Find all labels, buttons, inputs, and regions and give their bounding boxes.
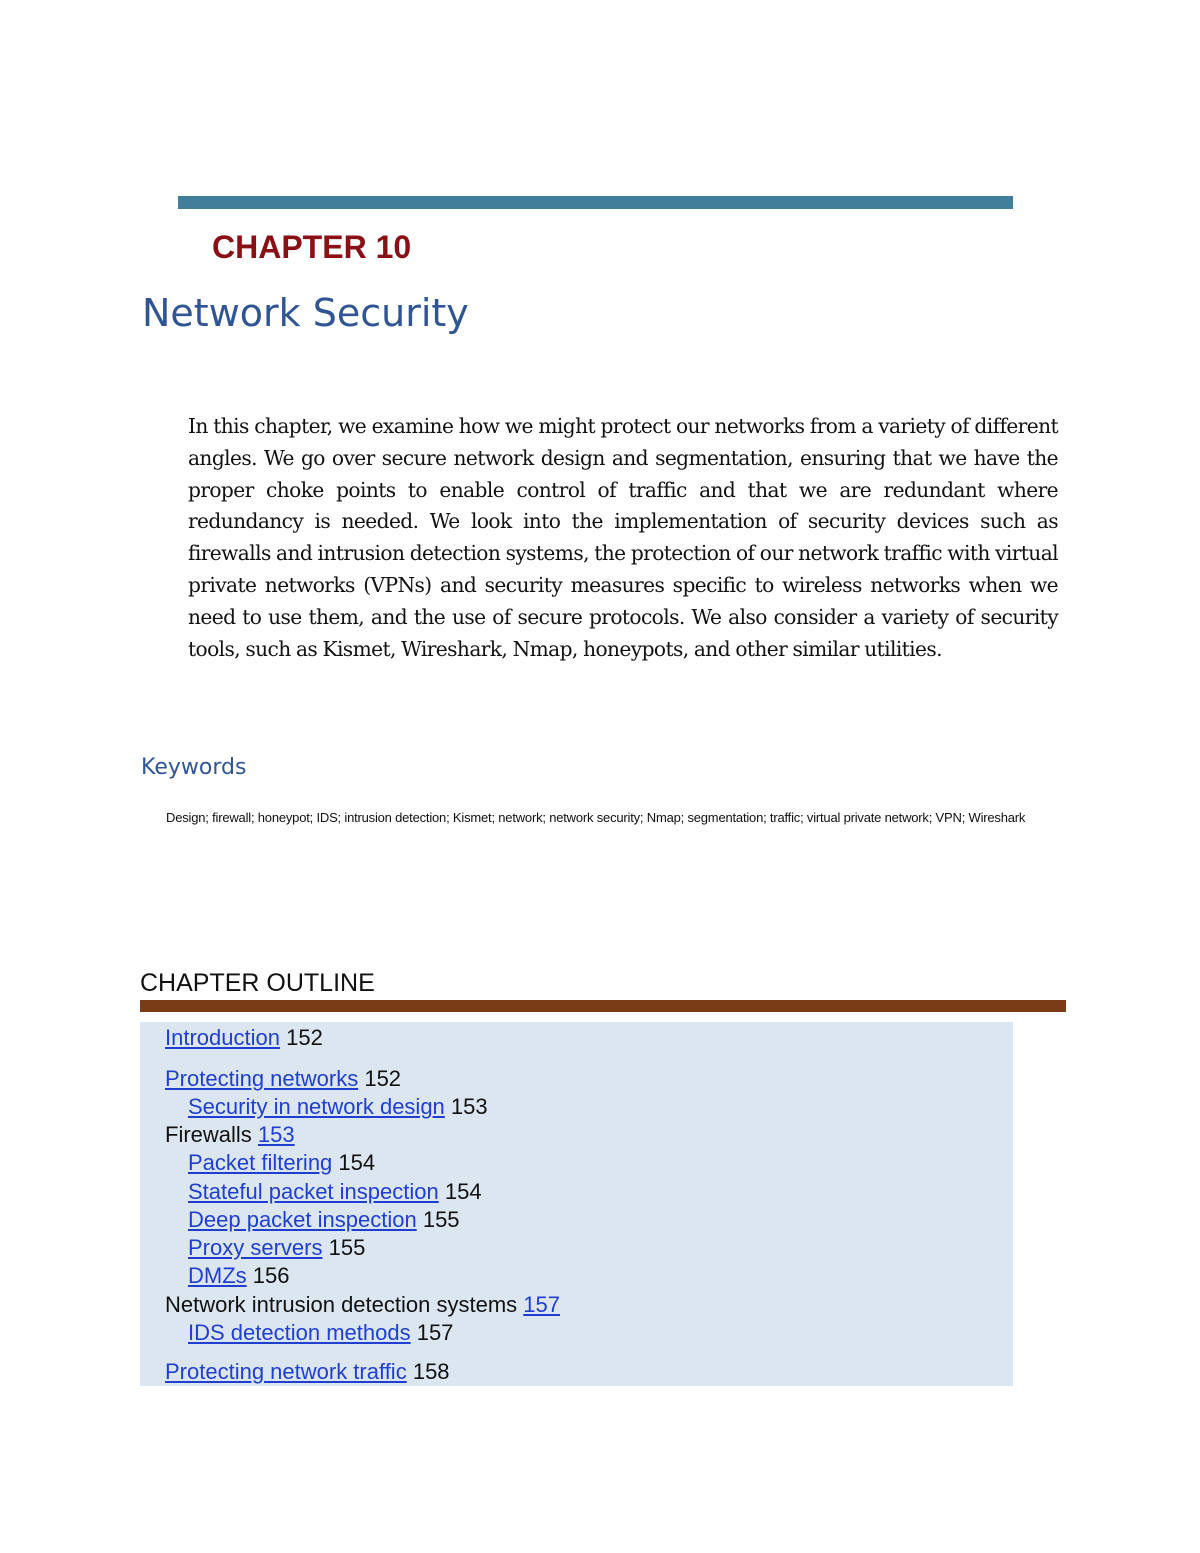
outline-heading: CHAPTER OUTLINE	[140, 969, 375, 997]
outline-page-number: 154	[338, 1150, 376, 1175]
outline-item-dmzs	[188, 1262, 290, 1290]
outline-item-deep-packet-inspection	[188, 1206, 460, 1234]
outline-link-deep-packet-inspection[interactable]: Deep packet inspection	[188, 1207, 417, 1232]
outline-page-number: 152	[364, 1066, 402, 1091]
outline-rule	[140, 1000, 1066, 1012]
outline-link-firewalls-page[interactable]: 153	[257, 1122, 295, 1147]
outline-item-proxy-servers	[188, 1234, 365, 1262]
outline-link-protecting-networks[interactable]: Protecting networks	[165, 1066, 359, 1091]
outline-link-security-in-network-design[interactable]: Security in network design	[188, 1094, 445, 1119]
keywords-heading: Keywords	[141, 755, 247, 780]
outline-page-number: 155	[328, 1235, 366, 1260]
chapter-label: CHAPTER 10	[212, 229, 412, 265]
header-rule	[178, 196, 1013, 209]
outline-item-packet-filtering	[188, 1149, 375, 1177]
outline-page-number: 156	[252, 1263, 290, 1288]
outline-link-ids-detection-methods[interactable]: IDS detection methods	[188, 1320, 411, 1345]
outline-page-number: 154	[444, 1179, 482, 1204]
outline-link-introduction[interactable]: Introduction	[165, 1025, 280, 1050]
outline-item-firewalls	[165, 1121, 295, 1149]
outline-link-network-intrusion-detection-page[interactable]: 157	[523, 1292, 560, 1317]
outline-page-number: 157	[416, 1320, 454, 1345]
outline-item-ids-detection-methods	[188, 1319, 453, 1347]
chapter-abstract: In this chapter, we examine how we might protect our networks from a variety of different angles. We go over secure network design and segmentation, ensuring that we have the proper choke points to enable control of traffic and that we are redundant where redundancy is needed. We look into the implementation of security devices such as firewalls and intrusion detection systems, the protection of our network traffic with virtual private networks (VPNs) and security measures specific to wireless networks when we need to use them, and the use of secure protocols. We also consider a variety of security tools, such as Kismet, Wireshark, Nmap, honeypots, and other similar utilities.	[188, 414, 1058, 661]
outline-link-protecting-network-traffic[interactable]: Protecting network traffic	[165, 1359, 407, 1384]
outline-item-security-in-network-design	[188, 1093, 488, 1121]
outline-item-introduction	[165, 1024, 323, 1052]
outline-item-protecting-network-traffic	[165, 1358, 450, 1386]
outline-link-dmzs[interactable]: DMZs	[188, 1263, 247, 1288]
outline-link-proxy-servers[interactable]: Proxy servers	[188, 1235, 323, 1260]
outline-link-packet-filtering[interactable]: Packet filtering	[188, 1150, 333, 1175]
outline-item-stateful-packet-inspection	[188, 1178, 482, 1206]
outline-page-number: 158	[412, 1359, 450, 1384]
outline-link-stateful-packet-inspection[interactable]: Stateful packet inspection	[188, 1179, 439, 1204]
keywords-list: Design; firewall; honeypot; IDS; intrusion detection; Kismet; network; network security; Nmap; segmentation; traffic; virtual private network; VPN; Wireshark	[166, 810, 1026, 825]
chapter-title: Network Security	[142, 291, 469, 335]
outline-item-network-intrusion-detection-systems	[165, 1291, 560, 1319]
outline-title-firewalls: Firewalls	[165, 1122, 252, 1147]
outline-item-protecting-networks	[165, 1065, 401, 1093]
outline-page-number: 152	[286, 1025, 323, 1050]
outline-page-number: 155	[422, 1207, 460, 1232]
outline-title-network-intrusion-detection-systems: Network intrusion detection systems	[165, 1292, 518, 1317]
outline-page-number: 153	[450, 1094, 488, 1119]
